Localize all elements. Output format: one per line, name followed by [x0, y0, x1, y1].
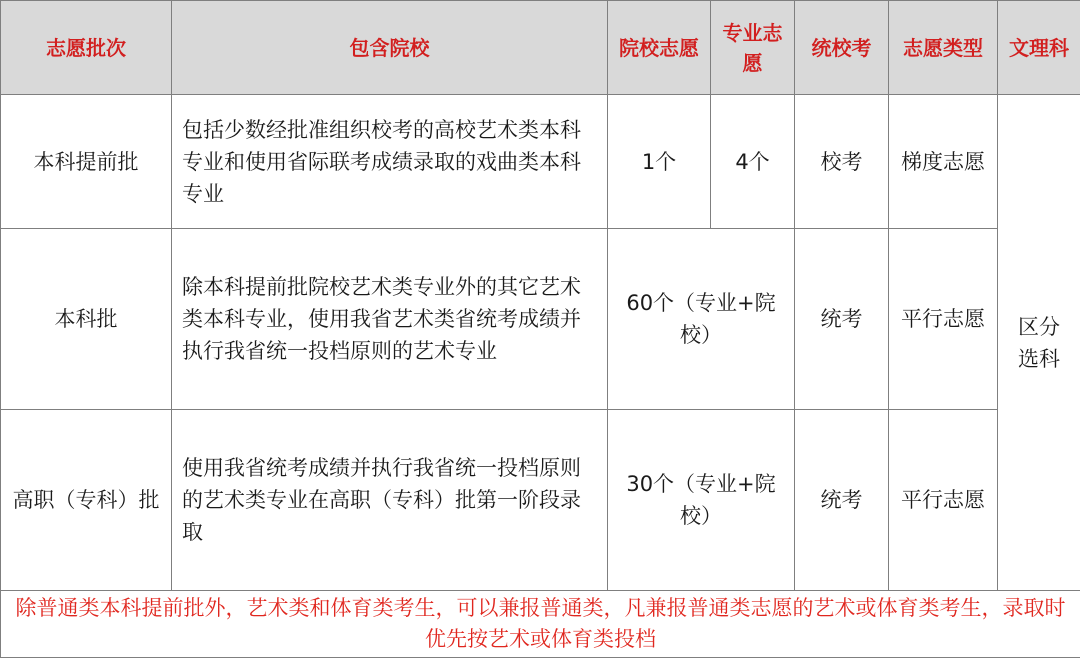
- schools-cell: 包括少数经批准组织校考的高校艺术类本科专业和使用省际联考成绩录取的戏曲类本科专业: [172, 95, 608, 229]
- header-exam: 统校考: [795, 1, 889, 95]
- choice-count-text: 60个（专业+院校）: [626, 291, 775, 347]
- header-major-choice-text: 专业志愿: [723, 21, 783, 75]
- track-cell: [998, 95, 1080, 591]
- exam-cell: 校考: [795, 95, 889, 229]
- footnote-row: [1, 591, 1080, 658]
- header-track: 文理科: [998, 1, 1080, 95]
- choice-count-cell: [608, 410, 795, 591]
- choice-count-text: 30个（专业+院校）: [626, 472, 775, 528]
- choice-count-cell: [608, 229, 795, 410]
- choice-type-cell: 梯度志愿: [889, 95, 998, 229]
- schools-cell: 除本科提前批院校艺术类专业外的其它艺术类本科专业，使用我省艺术类省统考成绩并执行我省统一投档原则的艺术专业: [172, 229, 608, 410]
- schools-cell: 使用我省统考成绩并执行我省统一投档原则的艺术类专业在高职（专科）批第一阶段录取: [172, 410, 608, 591]
- track-value: 区分选科: [1018, 315, 1060, 371]
- table-row: [1, 410, 1080, 591]
- header-row: [1, 1, 1080, 95]
- footnote: 除普通类本科提前批外，艺术类和体育类考生，可以兼报普通类，凡兼报普通类志愿的艺术或体育类考生，录取时优先按艺术或体育类投档: [1, 591, 1080, 658]
- major-choice-cell: 4个: [711, 95, 795, 229]
- header-school-choice: 院校志愿: [608, 1, 711, 95]
- header-batch: 志愿批次: [1, 1, 172, 95]
- table-row: [1, 95, 1080, 229]
- header-major-choice: [711, 1, 795, 95]
- table-row: [1, 229, 1080, 410]
- choice-type-cell: 平行志愿: [889, 410, 998, 591]
- exam-cell: 统考: [795, 229, 889, 410]
- batch-cell: 本科提前批: [1, 95, 172, 229]
- choice-type-cell: 平行志愿: [889, 229, 998, 410]
- exam-cell: 统考: [795, 410, 889, 591]
- header-schools: 包含院校: [172, 1, 608, 95]
- school-choice-cell: 1个: [608, 95, 711, 229]
- batch-cell: 高职（专科）批: [1, 410, 172, 591]
- header-choice-type: 志愿类型: [889, 1, 998, 95]
- batch-cell: 本科批: [1, 229, 172, 410]
